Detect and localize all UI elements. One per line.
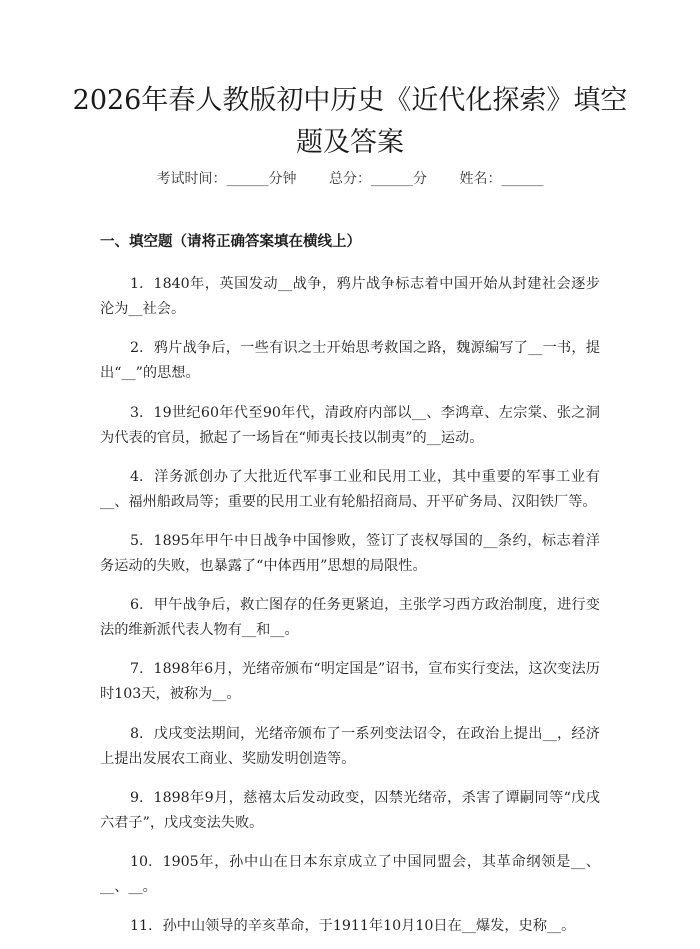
document-title: 2026年春人教版初中历史《近代化探索》填空题及答案 bbox=[72, 85, 628, 158]
question-number: 8. bbox=[130, 725, 144, 742]
section-heading: 一、填空题（请将正确答案填在横线上） bbox=[100, 233, 361, 250]
question-text: 1840年，英国发动__战争，鸦片战争标志着中国开始从封建社会逐步沦为__社会。 bbox=[100, 276, 600, 318]
question-text: 甲午战争后，救亡图存的任务更紧迫，主张学习西方政治制度，进行变法的维新派代表人物有__和__。 bbox=[100, 597, 600, 639]
question-item bbox=[100, 786, 600, 836]
question-text: 1895年甲午中日战争中国惨败，签订了丧权辱国的__条约，标志着洋务运动的失败，也暴露了“中体西用”思想的局限性。 bbox=[100, 532, 600, 574]
question-item bbox=[100, 657, 600, 707]
question-item bbox=[100, 529, 600, 579]
question-text: 19世纪60年代至90年代，清政府内部以__、李鸿章、左宗棠、张之洞为代表的官员，掀起了一场旨在“师夷长技以制夷”的__运动。 bbox=[100, 404, 600, 446]
question-number: 9. bbox=[130, 789, 144, 806]
question-number: 10. bbox=[130, 853, 153, 870]
exam-score: 总分：______分 bbox=[329, 171, 427, 187]
exam-time: 考试时间：______分钟 bbox=[156, 171, 297, 187]
question-item bbox=[100, 336, 600, 386]
question-text: 1905年，孙中山在日本东京成立了中国同盟会，其革命纲领是__、__、__。 bbox=[100, 853, 600, 895]
question-number: 6. bbox=[130, 597, 144, 614]
question-item bbox=[100, 272, 600, 322]
question-item bbox=[100, 401, 600, 451]
question-number: 4. bbox=[130, 468, 144, 485]
question-number: 7. bbox=[130, 661, 144, 678]
question-item bbox=[100, 593, 600, 643]
question-list bbox=[100, 258, 600, 949]
question-number: 1. bbox=[130, 276, 144, 293]
question-number: 3. bbox=[130, 404, 144, 421]
exam-name: 姓名：______ bbox=[459, 171, 544, 187]
question-text: 孙中山领导的辛亥革命，于1911年10月10日在__爆发，史称__。 bbox=[162, 918, 576, 935]
question-text: 戊戌变法期间，光绪帝颁布了一系列变法诏令，在政治上提出__，经济上提出发展农工商业、奖励发明创造等。 bbox=[100, 725, 600, 767]
question-item bbox=[100, 914, 600, 939]
question-text: 洋务派创办了大批近代军事工业和民用工业，其中重要的军事工业有__、福州船政局等；重要的民用工业有轮船招商局、开平矿务局、汉阳铁厂等。 bbox=[100, 468, 600, 510]
question-text: 1898年6月，光绪帝颁布“明定国是”诏书，宣布实行变法，这次变法历时103天，被称为__。 bbox=[100, 661, 600, 703]
question-text: 1898年9月，慈禧太后发动政变，囚禁光绪帝，杀害了谭嗣同等“戊戌六君子”，戊戌变法失败。 bbox=[100, 789, 600, 831]
exam-info bbox=[0, 168, 700, 188]
question-item bbox=[100, 850, 600, 900]
question-item bbox=[100, 465, 600, 515]
question-number: 5. bbox=[130, 532, 144, 549]
question-item bbox=[100, 722, 600, 772]
question-text: 鸦片战争后，一些有识之士开始思考救国之路，魏源编写了__一书，提出“__”的思想。 bbox=[100, 340, 600, 382]
question-number: 2. bbox=[130, 340, 144, 357]
question-number: 11. bbox=[130, 918, 153, 935]
